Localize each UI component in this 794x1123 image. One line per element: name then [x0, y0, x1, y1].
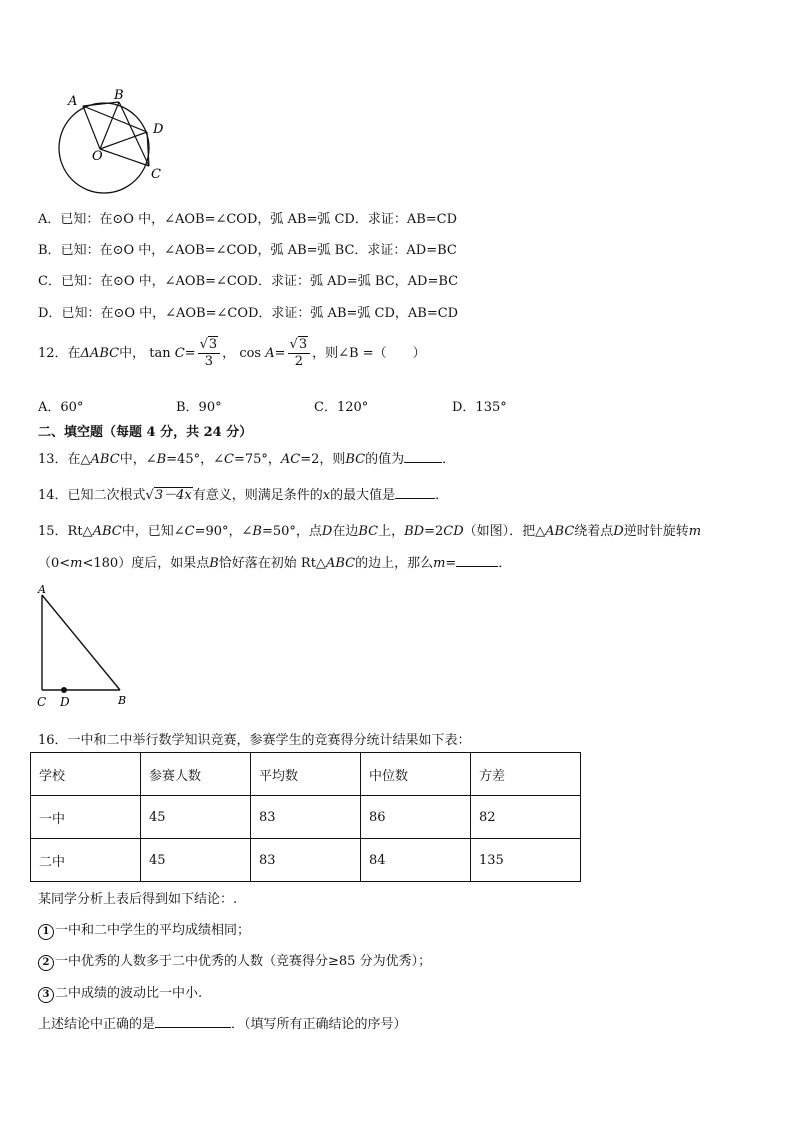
label-o: O — [92, 149, 103, 164]
table-cell: 135 — [471, 839, 581, 882]
answer-blank[interactable] — [404, 450, 442, 463]
answer-blank[interactable] — [456, 554, 498, 567]
table-row — [31, 796, 581, 839]
circle-figure — [50, 88, 180, 200]
q11-option-b: B．已知：在⊙O 中，∠AOB=∠COD，弧 AB=弧 BC．求证：AD=BC — [38, 243, 457, 258]
table-header-cell: 平均数 — [251, 753, 361, 796]
section-heading: 二、填空题（每题 4 分，共 24 分） — [38, 425, 253, 440]
q12-stem: 12．在ΔABC中， tan C= $\frac{√3}{3}$ ， cos A= $\frac{√3}{2}$ ，则∠B =（ ） — [38, 337, 426, 369]
triangle-figure — [34, 580, 134, 710]
label-b: B — [114, 88, 124, 103]
table-cell: 83 — [251, 796, 361, 839]
table-row — [31, 839, 581, 882]
table-cell: 一中 — [31, 796, 141, 839]
q12-option-b: B．90° — [176, 400, 222, 415]
sqrt-expression: √3－4x — [145, 488, 192, 503]
table-cell: 45 — [141, 796, 251, 839]
label-d: D — [153, 122, 164, 137]
q11-option-c: C．已知：在⊙O 中，∠AOB=∠COD．求证：弧 AD=弧 BC，AD=BC — [38, 274, 459, 289]
tan-fraction: $\frac{√3}{3}$ — [198, 337, 221, 370]
q12-option-d: D．135° — [452, 400, 507, 415]
label-b: B — [118, 694, 127, 707]
q11-option-a: A．已知：在⊙O 中，∠AOB=∠COD，弧 AB=弧 CD．求证：AB=CD — [38, 212, 458, 227]
table-cell: 84 — [361, 839, 471, 882]
label-a: A — [68, 94, 78, 109]
q12-option-a: A．60° — [38, 400, 84, 415]
q16-intro: 16．一中和二中举行数学知识竞赛，参赛学生的竞赛得分统计结果如下表： — [38, 733, 471, 748]
conclusion-1: 1 一中和二中学生的平均成绩相同； — [38, 919, 250, 940]
table-header-cell: 中位数 — [361, 753, 471, 796]
q11-option-d: D．已知：在⊙O 中，∠AOB=∠COD．求证：弧 AB=弧 CD，AB=CD — [38, 306, 459, 321]
conclusion-3: 3 二中成绩的波动比一中小. — [38, 982, 202, 1003]
table-cell: 82 — [471, 796, 581, 839]
q14-stem: 14．已知二次根式√3－4x有意义，则满足条件的x的最大值是 ． — [38, 484, 448, 503]
table-header-cell: 方差 — [471, 753, 581, 796]
q15-line1: 15．Rt△ABC中，已知∠C=90°，∠B=50°，点D在边BC上，BD=2CD（如图）．把△ABC绕着点D逆时针旋转m — [38, 524, 702, 539]
cos-fraction: $\frac{√3}{2}$ — [288, 337, 311, 370]
circled-number: 3 — [38, 987, 54, 1003]
label-d: D — [60, 695, 70, 709]
q16-after-table: 某同学分析上表后得到如下结论：. — [38, 892, 238, 907]
conclusion-2: 2 一中优秀的人数多于二中优秀的人数（竞赛得分≥85 分为优秀）； — [38, 950, 431, 971]
label-c: C — [37, 695, 47, 709]
answer-blank[interactable] — [395, 486, 435, 499]
score-table — [30, 752, 581, 882]
table-header-row — [31, 753, 581, 796]
table-cell: 83 — [251, 839, 361, 882]
answer-blank[interactable] — [155, 1015, 231, 1028]
q15-line2: （0<m<180）度后，如果点B恰好落在初始 Rt△ABC的边上，那么m= ． — [38, 556, 512, 571]
q12-option-c: C．120° — [314, 400, 369, 415]
table-cell: 86 — [361, 796, 471, 839]
table-cell: 二中 — [31, 839, 141, 882]
label-a: A — [38, 583, 46, 596]
circled-number: 2 — [38, 955, 54, 971]
circled-number: 1 — [38, 924, 54, 940]
table-header-cell: 参赛人数 — [141, 753, 251, 796]
table-header-cell: 学校 — [31, 753, 141, 796]
table-cell: 45 — [141, 839, 251, 882]
q16-final: 上述结论中正确的是 ．（填写所有正确结论的序号） — [38, 1017, 407, 1032]
q13-stem: 13．在△ABC中，∠B=45°，∠C=75°，AC=2，则BC的值为 ． — [38, 452, 456, 467]
label-c: C — [151, 167, 161, 182]
